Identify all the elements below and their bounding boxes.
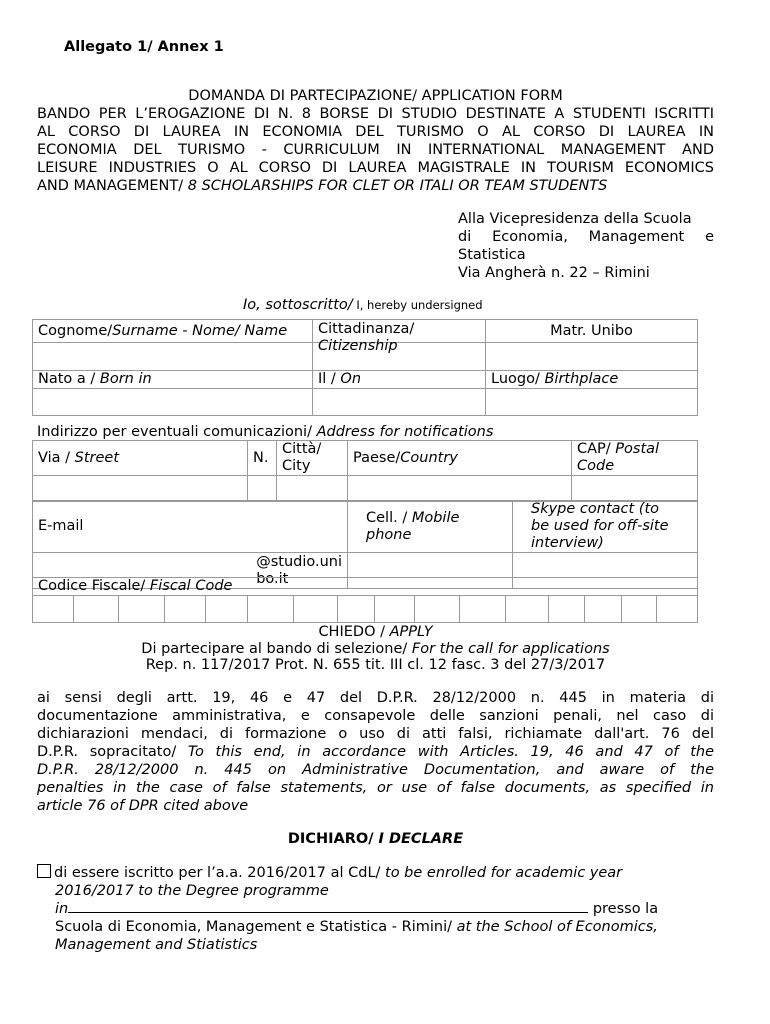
- email-label: E-mail: [33, 501, 348, 553]
- legal-line: ai sensi degli artt. 19, 46 e 47 del D.P.R. 28/12/2000 n. 445 in materia di: [37, 690, 714, 706]
- degree-programme-blank[interactable]: [68, 900, 588, 913]
- citizenship-label: Cittadinanza/ Citizenship: [313, 320, 486, 343]
- enrolled-line: Management and Stiatistics: [55, 937, 258, 953]
- enrolled-checkbox[interactable]: [37, 864, 51, 878]
- undersigned-label: [243, 296, 483, 314]
- apply-reference: Rep. n. 117/2017 Prot. N. 655 tit. III cl. 12 fasc. 3 del 27/3/2017: [145, 657, 606, 673]
- matr-field[interactable]: [486, 343, 698, 371]
- legal-line: D.P.R. 28/12/2000 n. 445 on Administrative Documentation, and aware of the: [37, 762, 714, 778]
- number-label: N.: [248, 441, 277, 476]
- fiscal-code-cell[interactable]: [460, 596, 506, 623]
- city-field[interactable]: [277, 476, 348, 502]
- fiscal-code-table: [32, 577, 698, 623]
- address-table: [32, 440, 698, 502]
- header-text-en: 8 SCHOLARSHIPS FOR CLET OR ITALI OR TEAM STUDENTS: [183, 178, 608, 194]
- surname-field[interactable]: [33, 343, 313, 371]
- number-field[interactable]: [248, 476, 277, 502]
- apply-heading: CHIEDO / APPLY: [318, 624, 433, 640]
- enrolled-line: 2016/2017 to the Degree programme: [55, 883, 329, 899]
- born-label: Nato a / Born in: [33, 371, 313, 389]
- header-line: ECONOMIA DEL TURISMO - CURRICULUM IN INTERNATIONAL MANAGEMENT AND: [37, 142, 714, 158]
- fiscal-code-cell[interactable]: [506, 596, 549, 623]
- birthplace-field[interactable]: [486, 389, 698, 416]
- header-line: [37, 177, 607, 195]
- fiscal-code-cell[interactable]: [119, 596, 165, 623]
- matr-label: Matr. Unibo: [486, 320, 698, 343]
- undersigned-it: Io, sottoscritto/: [243, 297, 353, 313]
- born-field[interactable]: [33, 389, 313, 416]
- recipient-line: Via Angherà n. 22 – Rimini: [458, 265, 650, 281]
- enrolled-line: in presso la: [55, 901, 659, 917]
- birthplace-label: Luogo/ Birthplace: [486, 371, 698, 389]
- city-label: Città/ City: [277, 441, 348, 476]
- fiscal-code-cell[interactable]: [165, 596, 206, 623]
- skype-label: Skype contact (to be used for off-site interview): [513, 501, 698, 553]
- legal-line: article 76 of DPR cited above: [37, 798, 249, 814]
- header-line: AL CORSO DI LAUREA IN ECONOMIA DEL TURISMO O AL CORSO DI LAUREA IN: [37, 124, 714, 140]
- form-title: DOMANDA DI PARTECIPAZIONE/ APPLICATION FORM: [188, 88, 563, 104]
- fiscal-code-cell[interactable]: [657, 596, 698, 623]
- legal-line: dichiarazioni mendaci, di formazione o uso di atti falsi, richiamate dall'art. 76 del: [37, 726, 714, 742]
- recipient-line: Alla Vicepresidenza della Scuola: [458, 211, 692, 227]
- fiscal-code-cell[interactable]: [549, 596, 585, 623]
- fiscal-code-cell[interactable]: [375, 596, 415, 623]
- postal-code-label: CAP/ Postal Code: [572, 441, 698, 476]
- declare-heading: DICHIARO/ I DECLARE: [287, 831, 464, 847]
- contacts-table: [32, 500, 698, 589]
- email-domain-cont: bo.it: [256, 571, 289, 587]
- personal-data-table: [32, 319, 698, 416]
- fiscal-code-cell[interactable]: [206, 596, 248, 623]
- street-field[interactable]: [33, 476, 248, 502]
- legal-line: documentazione amministrativa, e consapevole delle sanzioni penali, nel caso di: [37, 708, 714, 724]
- email-domain: @studio.uni: [256, 554, 342, 570]
- surname-label: Cognome/Surname - Nome/ Name: [33, 320, 313, 343]
- fiscal-code-cell[interactable]: [248, 596, 294, 623]
- fiscal-code-cell[interactable]: [294, 596, 338, 623]
- fiscal-code-cell[interactable]: [338, 596, 375, 623]
- enrolled-line: di essere iscritto per l’a.a. 2016/2017 al CdL/ to be enrolled for academic year: [37, 864, 622, 882]
- country-label: Paese/Country: [348, 441, 572, 476]
- street-label: Via / Street: [33, 441, 248, 476]
- fiscal-code-cell[interactable]: [415, 596, 460, 623]
- postal-code-field[interactable]: [572, 476, 698, 502]
- apply-call: Di partecipare al bando di selezione/ For the call for applications: [141, 641, 610, 657]
- enrolled-line: Scuola di Economia, Management e Statistica - Rimini/ at the School of Economics,: [55, 919, 658, 935]
- fiscal-code-label: Codice Fiscale/ Fiscal Code: [33, 578, 698, 596]
- header-text: AND MANAGEMENT/: [37, 178, 184, 194]
- recipient-line: di Economia, Management e: [458, 229, 714, 245]
- date-field[interactable]: [313, 389, 486, 416]
- undersigned-en: I, hereby undersigned: [352, 298, 483, 312]
- annex-label: Allegato 1/ Annex 1: [64, 39, 224, 55]
- notifications-label: Indirizzo per eventuali comunicazioni/ Address for notifications: [37, 424, 494, 440]
- fiscal-code-cell[interactable]: [585, 596, 622, 623]
- fiscal-code-cell[interactable]: [33, 596, 74, 623]
- header-line: LEISURE INDUSTRIES O AL CORSO DI LAUREA MAGISTRALE IN TOURISM ECONOMICS: [37, 160, 714, 176]
- legal-line: penalties in the case of false statements, or use of false documents, as specified in: [37, 780, 714, 796]
- fiscal-code-cell[interactable]: [622, 596, 657, 623]
- recipient-line: Statistica: [458, 247, 526, 263]
- header-line: BANDO PER L’EROGAZIONE DI N. 8 BORSE DI STUDIO DESTINATE A STUDENTI ISCRITTI: [37, 106, 714, 122]
- mobile-label: Cell. / Mobile phone: [348, 501, 513, 553]
- date-label: Il / On: [313, 371, 486, 389]
- legal-line: D.P.R. sopracitato/ To this end, in accordance with Articles. 19, 46 and 47 of the: [37, 744, 714, 760]
- country-field[interactable]: [348, 476, 572, 502]
- fiscal-code-cell[interactable]: [74, 596, 119, 623]
